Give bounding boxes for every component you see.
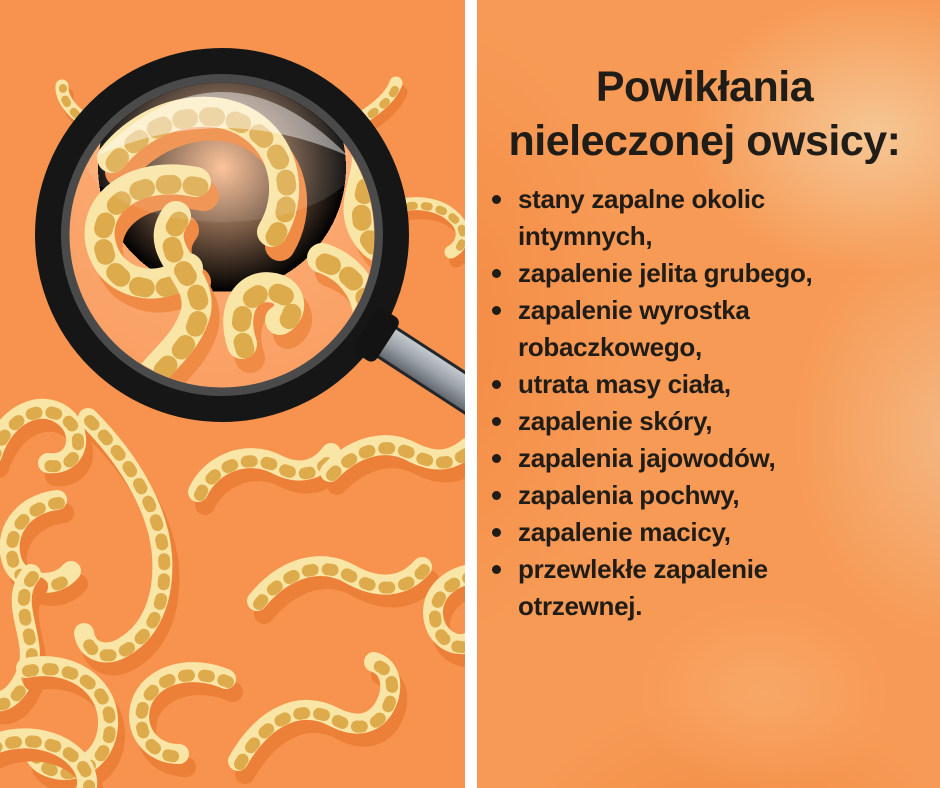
scattered-worms	[0, 409, 465, 788]
pinworm-icon	[257, 566, 429, 614]
pinworm-icon	[0, 574, 38, 714]
bullet-icon	[492, 565, 501, 574]
magnifier-lens	[48, 61, 406, 409]
complication-text: utrata masy ciała,	[518, 369, 731, 399]
page-title	[483, 60, 926, 168]
pinworm-icon	[198, 453, 338, 505]
list-item	[492, 477, 894, 514]
list-item	[492, 292, 894, 366]
pinworm-icon	[433, 574, 465, 657]
list-item	[492, 255, 894, 292]
bullet-icon	[492, 306, 501, 315]
complication-text: stany zapalne okolic intymnych,	[518, 184, 765, 251]
pinworm-icon	[84, 418, 169, 665]
bullet-icon	[492, 491, 501, 500]
complication-text: zapalenie wyrostka robaczkowego,	[518, 295, 750, 362]
bullet-icon	[492, 454, 501, 463]
title-line-1: Powikłania	[595, 63, 814, 111]
complication-text: zapalenie jelita grubego,	[518, 258, 813, 288]
complication-text: zapalenie macicy,	[518, 517, 731, 547]
complication-text: zapalenia jajowodów,	[518, 443, 776, 473]
bullet-icon	[492, 380, 501, 389]
complications-list	[477, 181, 940, 625]
list-item	[492, 403, 894, 440]
complication-text: zapalenia pochwy,	[518, 480, 740, 510]
bullet-icon	[492, 417, 501, 426]
bullet-icon	[492, 528, 501, 537]
list-item	[492, 440, 894, 477]
magnifier-handle	[351, 306, 465, 429]
bullet-icon	[492, 195, 501, 204]
bullet-icon	[492, 269, 501, 278]
title-line-2: nieleczonej owsicy:	[508, 117, 901, 165]
pinworm-icon	[330, 445, 465, 485]
panel-divider	[465, 0, 477, 788]
list-item	[492, 366, 894, 403]
complication-text: przewlekłe zapalenie otrzewnej.	[518, 554, 768, 621]
list-item	[492, 181, 894, 255]
pinworm-icon	[0, 409, 83, 476]
illustration-panel	[0, 0, 465, 788]
list-item	[492, 551, 894, 625]
pinworm-icon	[238, 662, 397, 774]
list-item	[492, 514, 894, 551]
content-panel	[477, 0, 940, 788]
pinworm-icon	[139, 672, 233, 767]
magnifier-worms-illustration	[0, 0, 465, 788]
complication-text: zapalenie skóry,	[518, 406, 713, 436]
